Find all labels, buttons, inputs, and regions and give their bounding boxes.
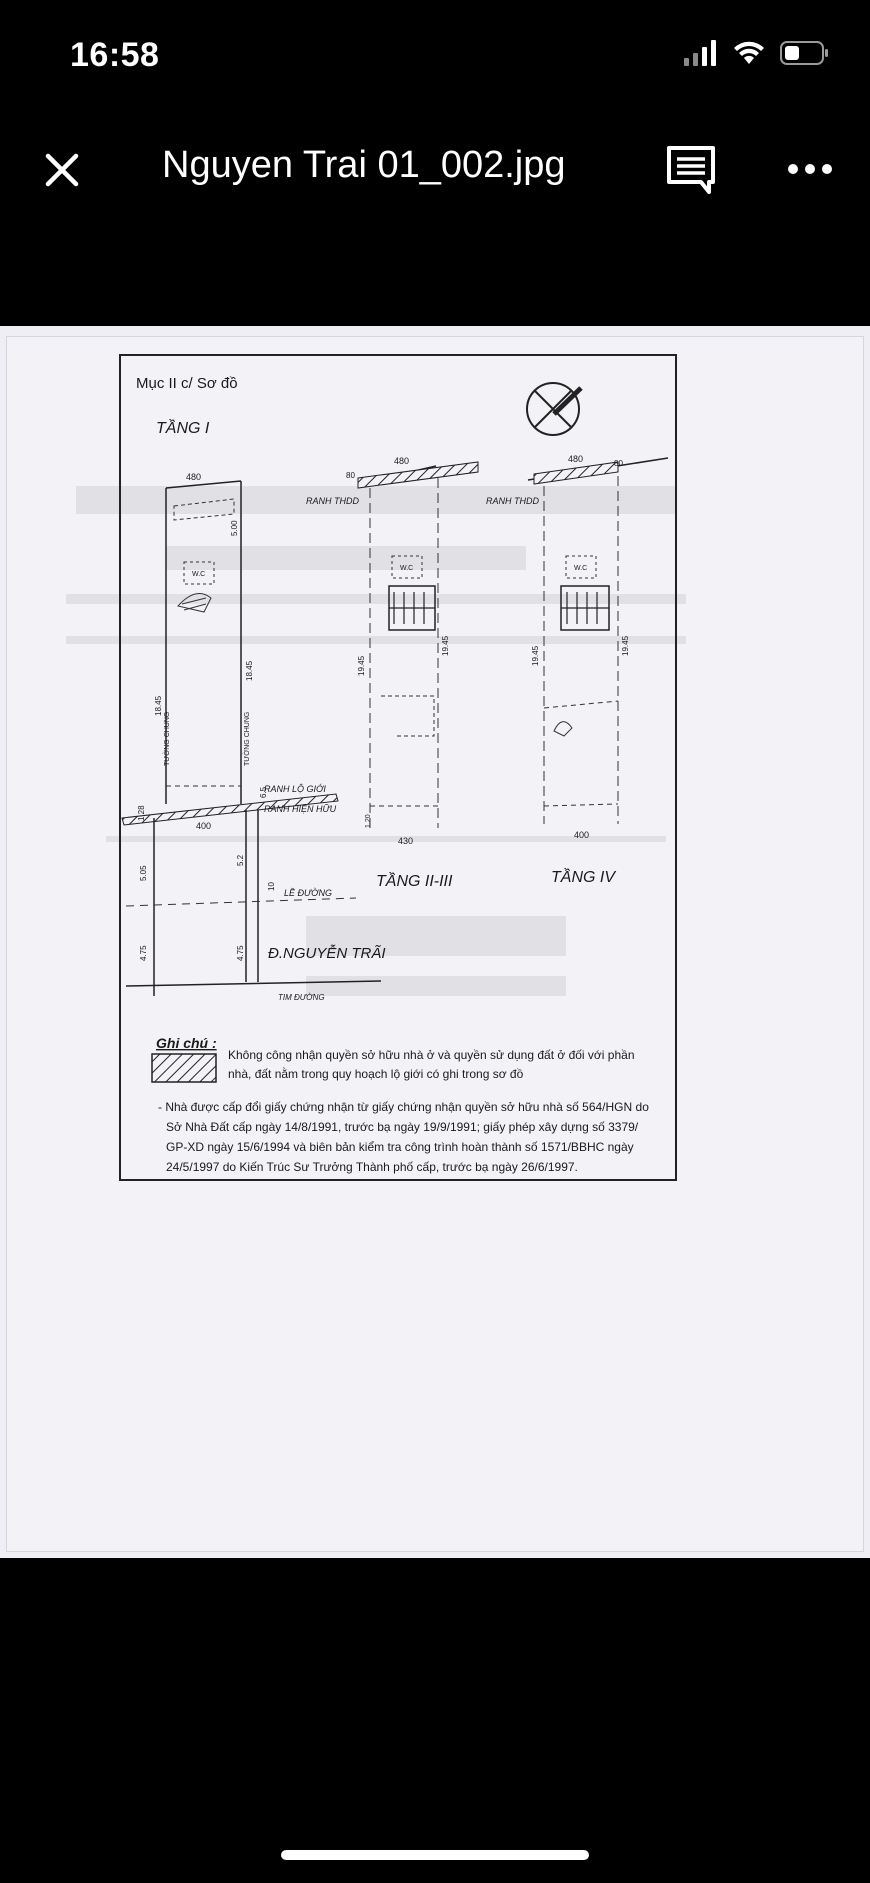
dim-400-a: 400: [196, 821, 212, 831]
status-time: 16:58: [70, 36, 160, 74]
setback-line-label: RANH LỘ GIỚI: [264, 784, 326, 794]
dim-480-b: 480: [394, 456, 410, 466]
legend-hatch-swatch: [152, 1054, 216, 1082]
dim-505: 5.05: [139, 865, 148, 881]
signal-icon: [684, 40, 718, 66]
shared-wall-b: TƯỜNG CHUNG: [244, 711, 251, 766]
legend-text-2: nhà, đất nằm trong quy hoạch lộ giới có ghi trong sơ đồ: [228, 1067, 524, 1081]
floor-4-label: TẦNG IV: [551, 869, 616, 886]
floor-4-plan: [486, 454, 668, 886]
close-icon[interactable]: [40, 148, 84, 192]
note-line-2: Sở Nhà Đất cấp ngày 14/8/1991, trước bạ ngày 19/9/1991; giấy phép xây dựng số 3379/: [166, 1120, 639, 1134]
dim-1945-a: 19.45: [357, 655, 366, 676]
dim-1945-c: 19.45: [531, 645, 540, 666]
file-title: Nguyen Trai 01_002.jpg: [162, 144, 566, 186]
bleed-through: [66, 486, 686, 996]
floor-2-3-plan: [306, 456, 478, 890]
dim-1945-b: 19.45: [441, 635, 450, 656]
note-title: Ghi chú :: [156, 1035, 217, 1051]
dim-128: 1.28: [137, 805, 146, 821]
road-center-label: TIM ĐƯỜNG: [278, 993, 325, 1002]
status-icons: [684, 40, 830, 66]
dim-80-b: 80: [614, 459, 623, 468]
note-line-1: - Nhà được cấp đổi giấy chứng nhận từ giấy chứng nhận quyền sở hữu nhà số 564/HGN do: [158, 1100, 649, 1114]
home-indicator[interactable]: [281, 1850, 589, 1860]
image-viewer[interactable]: [0, 326, 870, 1558]
dim-65: 6.5: [259, 786, 268, 798]
app-bar: [0, 120, 870, 216]
dim-1945-d: 19.45: [621, 635, 630, 656]
road-edge-label: LỀ ĐƯỜNG: [284, 888, 332, 898]
dim-480-a: 480: [186, 472, 202, 482]
dim-10: 10: [267, 882, 276, 891]
battery-icon: [780, 40, 830, 66]
status-bar: [0, 0, 870, 110]
dim-400-b: 400: [574, 830, 590, 840]
floor-plan-drawing: [6, 336, 864, 1552]
neighbor-line-label: RANH HIỆN HỮU: [264, 804, 337, 814]
dim-52: 5.2: [236, 854, 245, 866]
wc-label-1: W.C: [192, 571, 206, 578]
note-line-4: 24/5/1997 do Kiến Trúc Sư Trưởng Thành phố cấp, trước bạ ngày 26/6/1997.: [166, 1160, 578, 1174]
dim-475-a: 4.75: [139, 945, 148, 961]
dim-80-a: 80: [346, 471, 355, 480]
wifi-icon: [732, 40, 766, 66]
dim-500: 5.00: [230, 520, 239, 536]
section-label: Mục II c/ Sơ đồ: [136, 375, 238, 392]
boundary-label-b: RANH THDD: [486, 496, 539, 506]
wc-label-3: W.C: [574, 565, 588, 572]
more-icon[interactable]: [785, 156, 835, 182]
legend-text-1: Không công nhận quyền sở hữu nhà ở và quyền sử dụng đất ở đối với phần: [228, 1048, 635, 1062]
dim-430-a: 430: [398, 836, 414, 846]
dim-1845-b: 18.45: [245, 660, 254, 681]
floor-1-label: TẦNG I: [156, 420, 210, 437]
dim-120-a: 1.20: [365, 814, 372, 828]
dim-1845-a: 18.45: [154, 695, 163, 716]
shared-wall-a: TƯỜNG CHUNG: [164, 711, 171, 766]
road-name-label: Đ.NGUYỄN TRÃI: [268, 945, 386, 962]
dim-475-b: 4.75: [236, 945, 245, 961]
compass-icon: [527, 383, 581, 435]
note-line-3: GP-XD ngày 15/6/1994 và biên bản kiểm tra công trình hoàn thành số 1571/BBHC ngày: [166, 1140, 634, 1154]
comment-icon[interactable]: [665, 144, 717, 196]
scanned-document: [6, 336, 864, 1552]
floor-2-3-label: TẦNG II-III: [376, 873, 453, 890]
dim-480-c: 480: [568, 454, 584, 464]
boundary-label-a: RANH THDD: [306, 496, 359, 506]
wc-label-2: W.C: [400, 565, 414, 572]
